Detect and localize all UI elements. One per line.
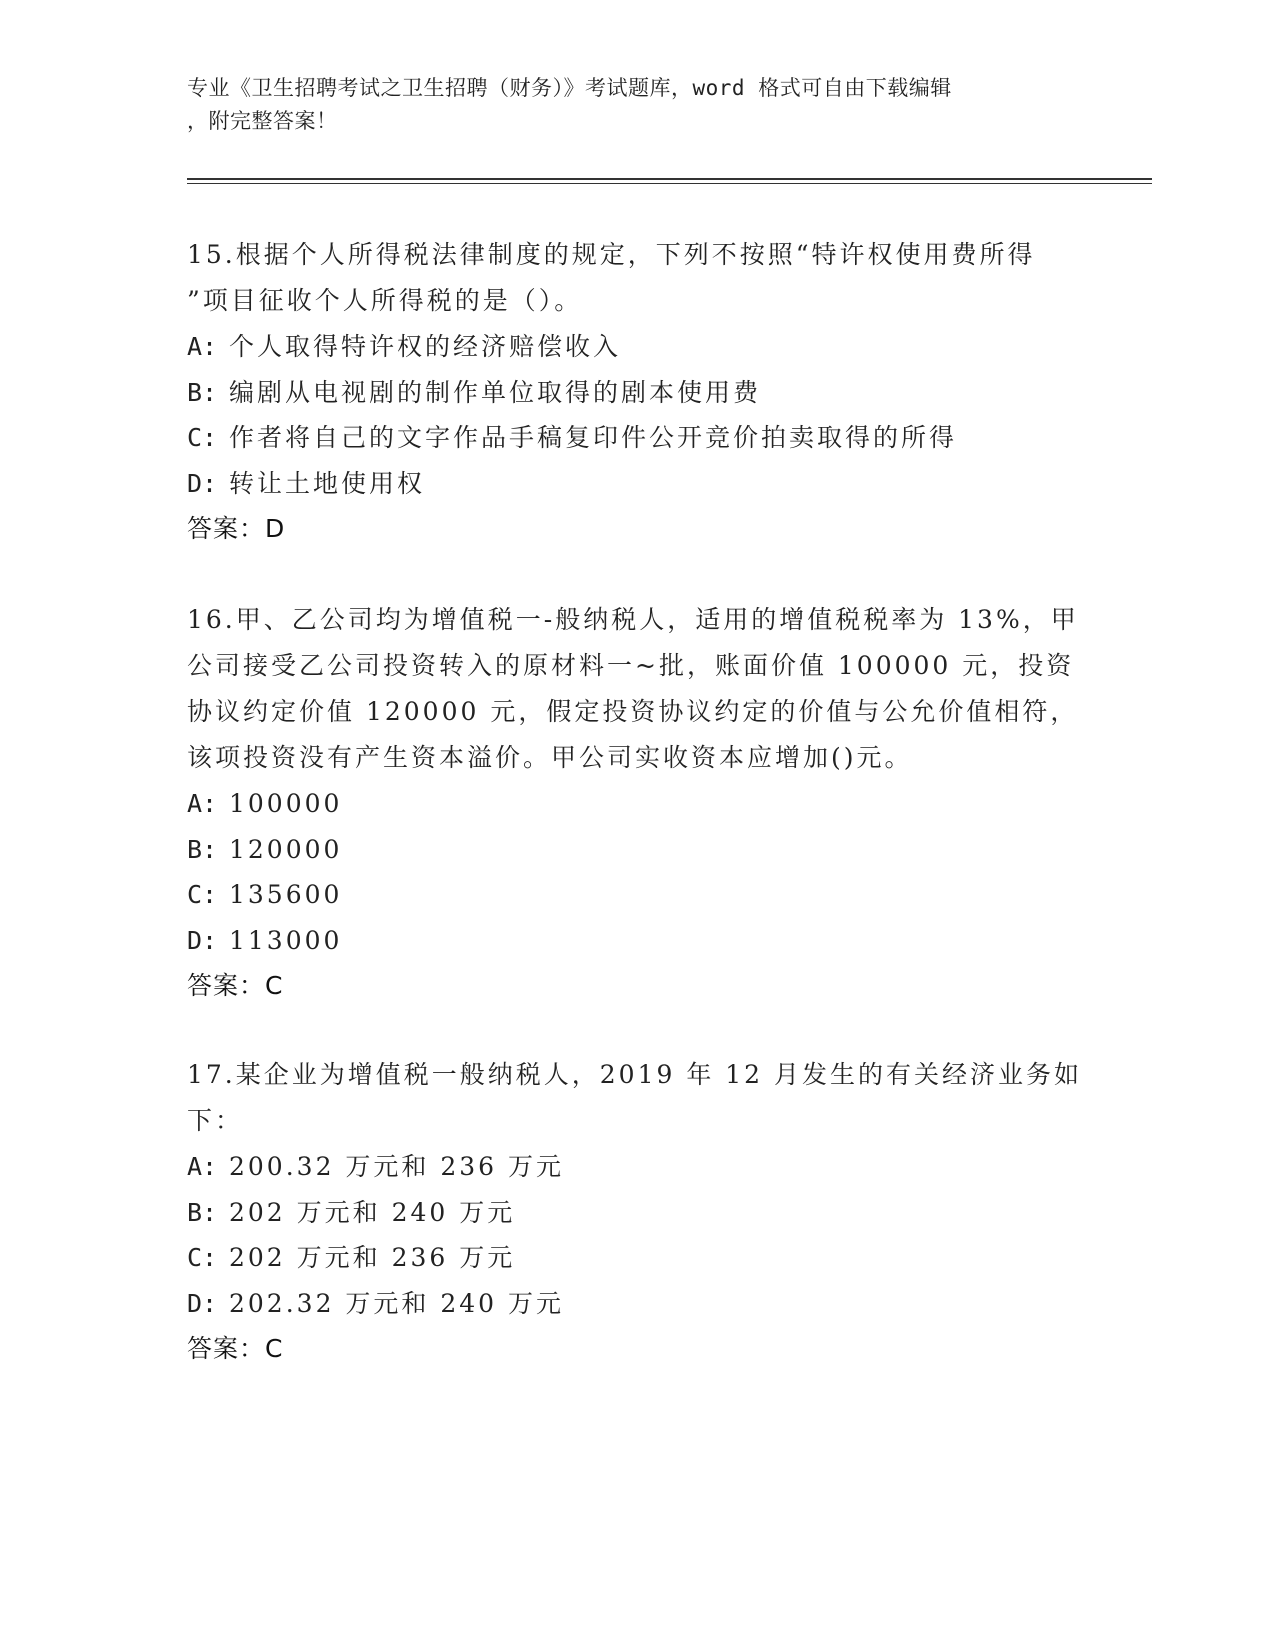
header-divider xyxy=(187,178,1152,184)
option-key: D: xyxy=(187,1288,218,1318)
option-text: 编剧从电视剧的制作单位取得的剧本使用费 xyxy=(229,377,762,407)
option-text: 202 万元和 240 万元 xyxy=(229,1197,516,1227)
option-text: 转让土地使用权 xyxy=(229,468,426,498)
question-15 xyxy=(187,232,1087,552)
answer-line: 答案：C xyxy=(187,971,284,1000)
option-key: C: xyxy=(187,423,218,452)
header-line-1: 专业《卫生招聘考试之卫生招聘（财务）》考试题库，word 格式可自由下载编辑 xyxy=(187,76,952,100)
option-b xyxy=(187,827,1087,873)
option-d xyxy=(187,1281,1087,1327)
option-c xyxy=(187,1235,1087,1281)
document-header xyxy=(187,72,1067,138)
question-stem-line: 该项投资没有产生资本溢价。甲公司实收资本应增加()元。 xyxy=(187,743,913,772)
question-17 xyxy=(187,1052,1087,1372)
option-a xyxy=(187,324,1087,370)
question-stem-line: 协议约定价值 120000 元，假定投资协议约定的价值与公允价值相符， xyxy=(187,697,1079,726)
header-line-2: ，附完整答案！ xyxy=(187,109,338,133)
option-key: A: xyxy=(187,789,218,818)
option-a xyxy=(187,1144,1087,1190)
option-text: 200.32 万元和 236 万元 xyxy=(229,1152,565,1181)
option-key: C: xyxy=(187,1243,218,1272)
option-text: 113000 xyxy=(229,925,343,955)
option-c xyxy=(187,872,1087,918)
option-key: C: xyxy=(187,880,218,909)
answer-line: 答案：D xyxy=(187,514,286,543)
option-key: A: xyxy=(187,1152,218,1181)
option-d xyxy=(187,918,1087,964)
option-b xyxy=(187,370,1087,416)
answer-line: 答案：C xyxy=(187,1334,284,1363)
option-text: 个人取得特许权的经济赔偿收入 xyxy=(229,332,622,361)
option-d xyxy=(187,461,1087,507)
option-key: D: xyxy=(187,925,218,955)
option-key: B: xyxy=(187,1197,218,1227)
option-c xyxy=(187,415,1087,461)
question-stem-line: 下： xyxy=(187,1106,244,1135)
option-text: 135600 xyxy=(229,880,343,909)
option-key: D: xyxy=(187,468,218,498)
option-text: 100000 xyxy=(229,789,343,818)
option-key: B: xyxy=(187,834,218,864)
option-key: A: xyxy=(187,332,218,361)
question-stem-line: ”项目征收个人所得税的是（）。 xyxy=(187,286,583,315)
question-16 xyxy=(187,597,1087,1009)
option-text: 作者将自己的文字作品手稿复印件公开竞价拍卖取得的所得 xyxy=(229,423,958,452)
option-b xyxy=(187,1190,1087,1236)
option-key: B: xyxy=(187,377,218,407)
question-stem-line: 15.根据个人所得税法律制度的规定，下列不按照“特许权使用费所得 xyxy=(187,240,1036,269)
option-text: 120000 xyxy=(229,834,343,864)
option-text: 202 万元和 236 万元 xyxy=(229,1243,516,1272)
option-text: 202.32 万元和 240 万元 xyxy=(229,1288,565,1318)
option-a xyxy=(187,781,1087,827)
question-stem-line: 17.某企业为增值税一般纳税人，2019 年 12 月发生的有关经济业务如 xyxy=(187,1060,1083,1089)
question-stem-line: 16.甲、乙公司均为增值税一-般纳税人，适用的增值税税率为 13%，甲 xyxy=(187,605,1079,634)
question-stem-line: 公司接受乙公司投资转入的原材料一~批，账面价值 100000 元，投资 xyxy=(187,651,1075,680)
